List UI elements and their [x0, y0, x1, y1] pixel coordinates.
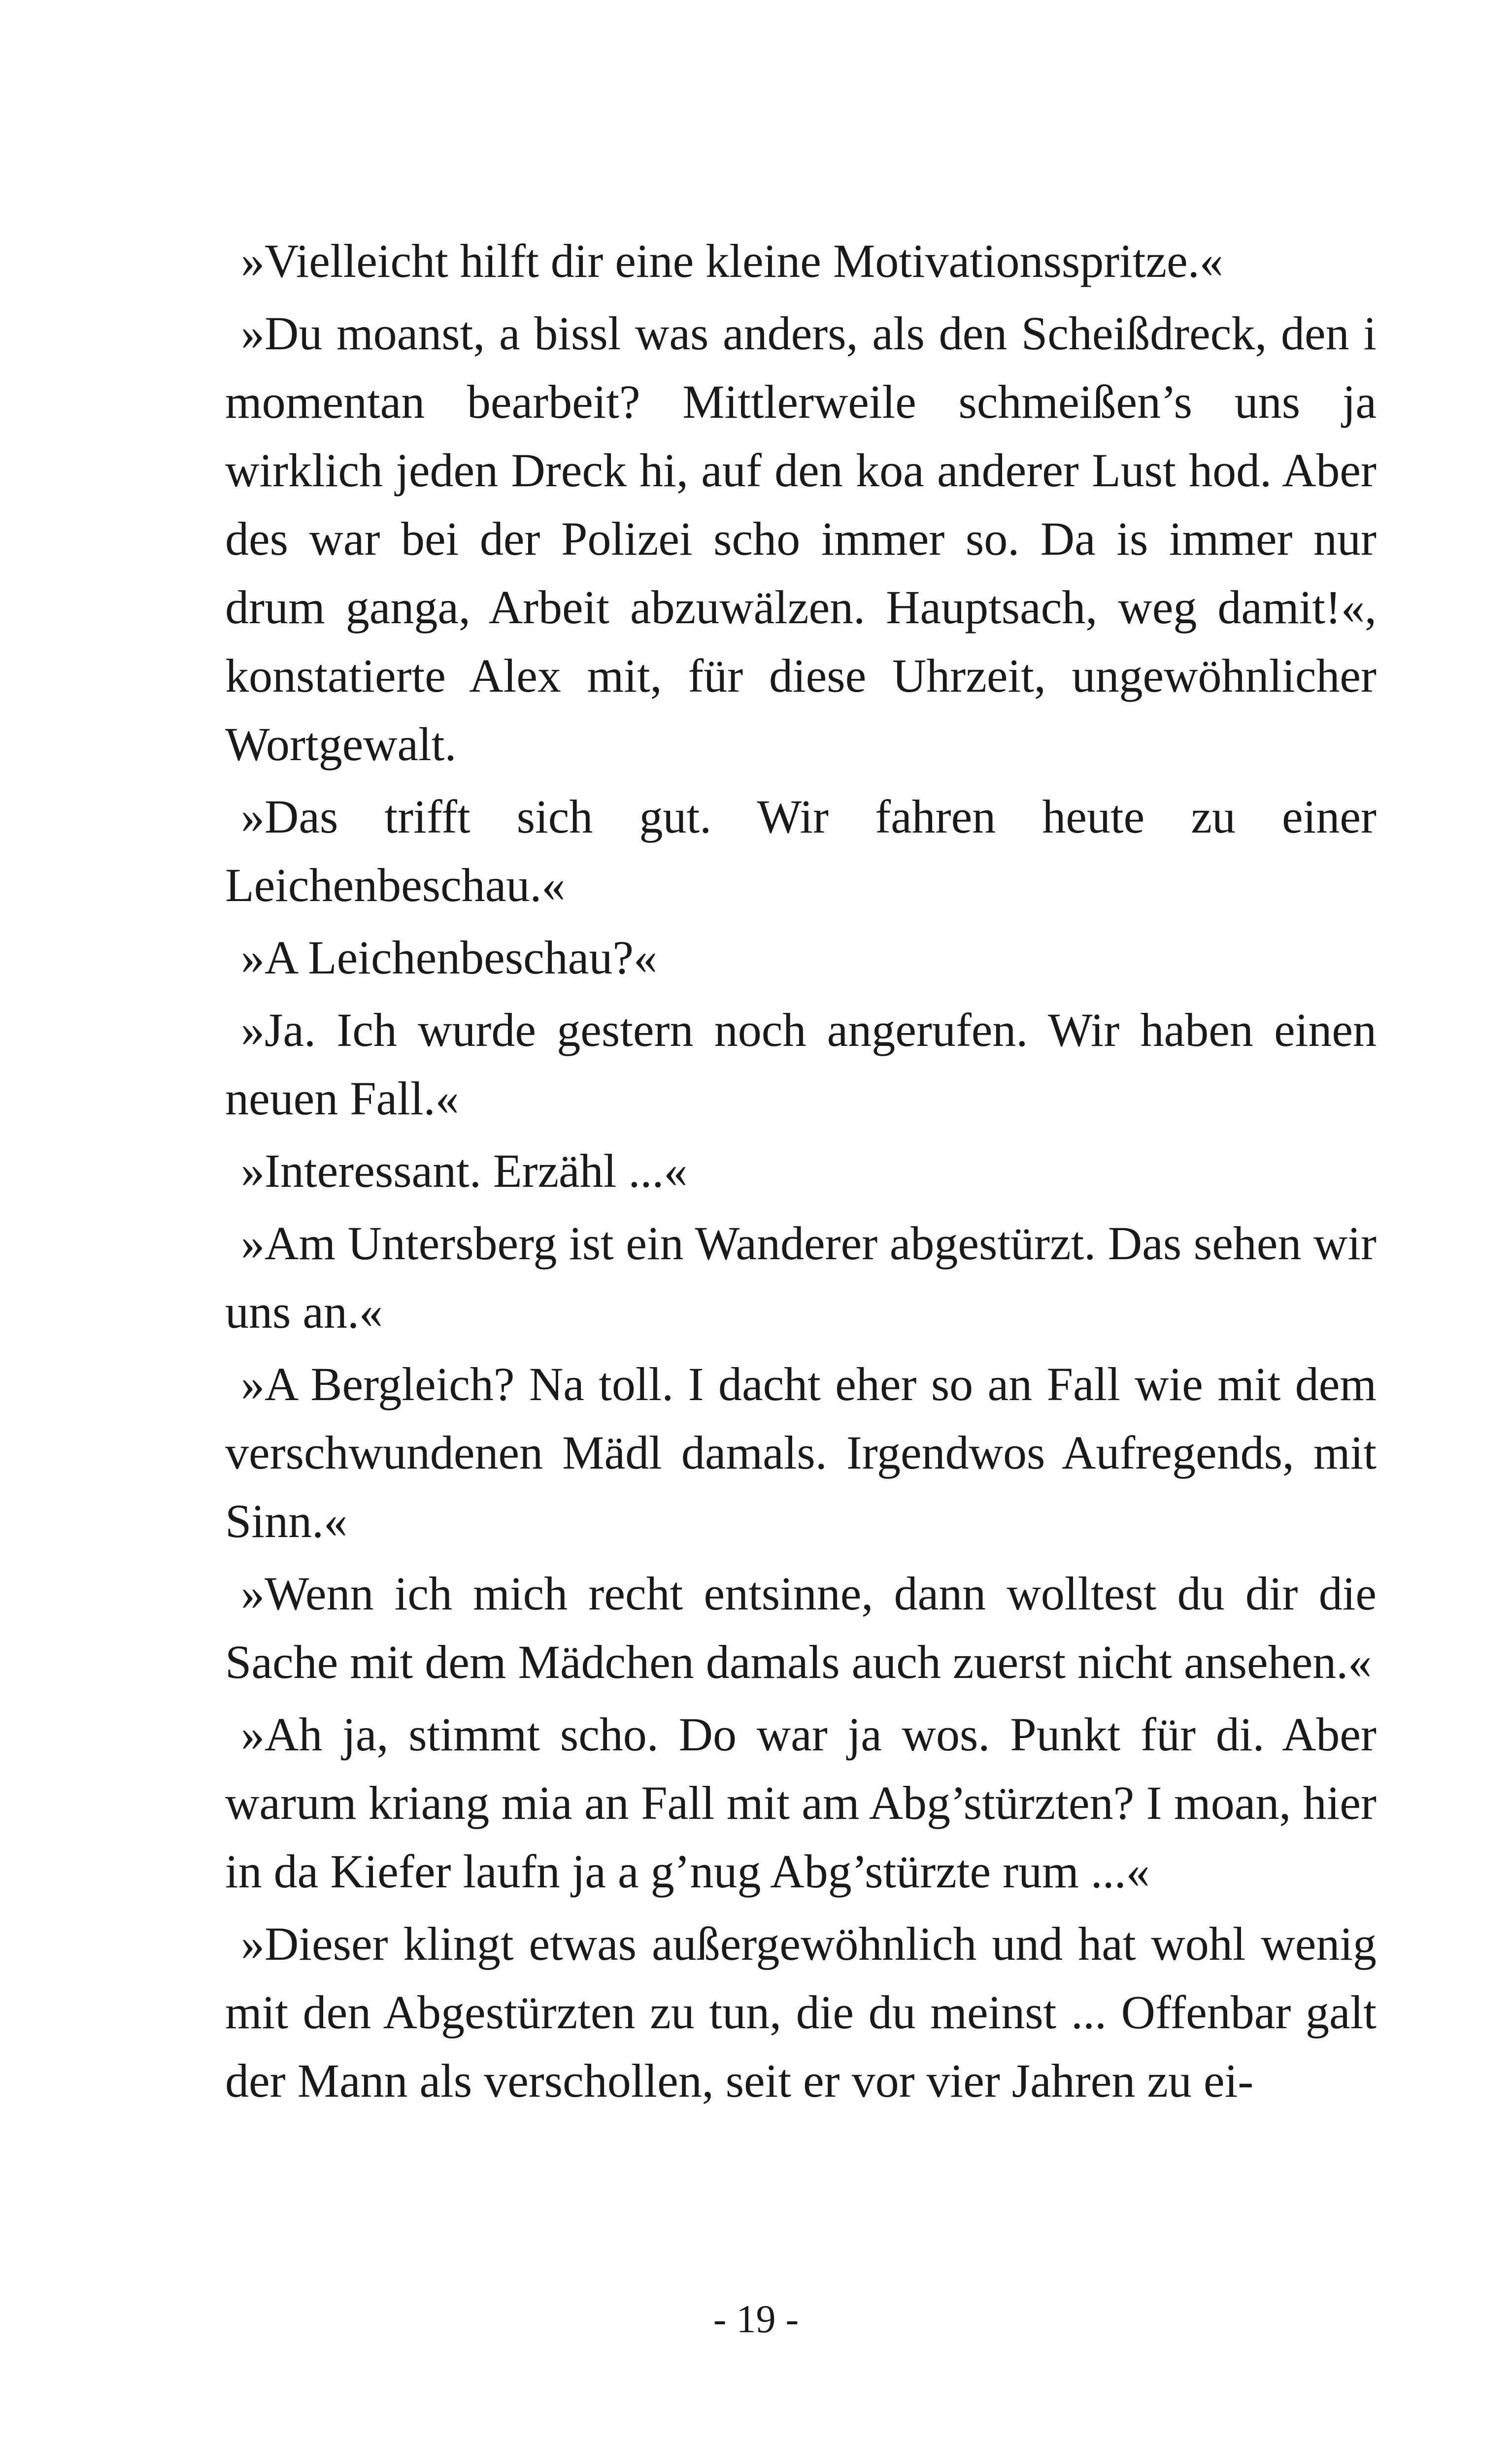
- page-number: - 19 -: [713, 2298, 799, 2341]
- paragraph-11: »Dieser klingt etwas außergewöhnlich und hat wohl wenig mit den Abgestürzten zu tun, die du meinst ... Offenbar galt der Mann als verschollen, seit er vor vier Jahren zu ei-: [225, 1917, 1377, 2107]
- paragraph-2: »Du moanst, a bissl was anders, als den Scheißdreck, den i momentan bearbeit? Mittlerweile schmeißen’s uns ja wirklich jeden Dreck hi, auf den koa anderer Lust hod. Aber des war bei der Polizei scho immer so. Da is immer nur drum ganga, Arbeit abzuwälzen. Hauptsach, weg damit!«, konstatierte Alex mit, für diese Uhrzeit, ungewöhnlicher Wortgewalt.: [225, 307, 1377, 770]
- paragraph-4: »A Leichenbeschau?«: [241, 931, 657, 984]
- paragraph-9: »Wenn ich mich recht entsinne, dann wolltest du dir die Sache mit dem Mädchen damals auch zuerst nicht ansehen.«: [225, 1567, 1377, 1688]
- paragraph-8: »A Bergleich? Na toll. I dacht eher so an Fall wie mit dem verschwundenen Mädl damals. Irgendwos Aufregends, mit Sinn.«: [225, 1358, 1377, 1547]
- paragraph-7: »Am Untersberg ist ein Wanderer abgestürzt. Das sehen wir uns an.«: [225, 1217, 1377, 1338]
- body-text: [225, 227, 1377, 2119]
- paragraph-1: »Vielleicht hilft dir eine kleine Motivationsspritze.«: [241, 234, 1223, 287]
- paragraph-5: »Ja. Ich wurde gestern noch angerufen. Wir haben einen neuen Fall.«: [225, 1004, 1377, 1125]
- paragraph-3: »Das trifft sich gut. Wir fahren heute zu einer Leichenbeschau.«: [225, 790, 1377, 911]
- paragraph-10: »Ah ja, stimmt scho. Do war ja wos. Punkt für di. Aber warum kriang mia an Fall mit am Abg’stürzten? I moan, hier in da Kiefer laufn ja a g’nug Abg’stürzte rum ...«: [225, 1708, 1377, 1898]
- paragraph-6: »Interessant. Erzähl ...«: [241, 1144, 688, 1197]
